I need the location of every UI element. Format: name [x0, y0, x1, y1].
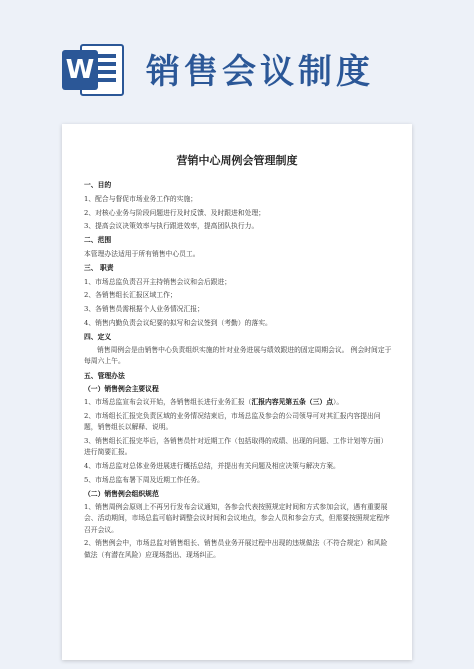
- banner: [0, 0, 474, 118]
- norms-item: 1、销售周例会原则上不再另行发布会议通知，各参会代表按照规定时间和方式参加会议，遇有重要展会、活动期间，市场总监可临时调整会议时间和会议地点，参会人员和参会方式，但需要按照规定程序召开会议。: [84, 502, 390, 534]
- purpose-item: 2、对核心业务与阶段问题进行及时反馈、及时跟进和处理；: [84, 208, 266, 217]
- subsection-heading-norms: （二）销售例会组织规范: [84, 489, 159, 498]
- agenda-item: 3、销售组长汇报完毕后，各销售员针对近期工作（包括取得的成绩、出现的问题、工作计划等方面）进行简要汇报。: [84, 436, 388, 457]
- agenda-item: 5、市场总监布署下周及近期工作任务。: [84, 476, 204, 485]
- purpose-item: 3、提高会议决策效率与执行跟进效率，提高团队执行力。: [84, 222, 259, 231]
- document-body: [84, 179, 392, 563]
- purpose-item: 1、配合与督促市场业务工作的实施；: [84, 194, 198, 203]
- word-document-icon: [62, 36, 128, 102]
- section-heading-purpose: 一、目的: [84, 181, 112, 189]
- document-title: 营销中心周例会管理制度: [176, 154, 298, 167]
- duties-item: 4、销售内勤负责会议纪要的拟写和会议签到（考勤）的落实。: [84, 318, 272, 327]
- section-heading-methods: 五、管理办法: [84, 371, 125, 380]
- definition-text: 销售周例会是由销售中心负责组织实施的针对业务进展与绩效跟进的固定周期会议。 例会时间定于每周六上午。: [84, 345, 392, 366]
- section-heading-definition: 四、定义: [84, 332, 112, 341]
- banner-title: 销售会议制度: [146, 52, 374, 92]
- section-heading-duties: 三、 职责: [84, 263, 114, 272]
- duties-item: 2、各销售组长汇报区域工作；: [84, 291, 177, 300]
- word-logo-letter: W: [62, 50, 98, 90]
- agenda-item: 1、市场总监宣布会议开始，各销售组长进行业务汇报（汇报内容见第五条（三）点）。: [84, 398, 344, 407]
- subsection-heading-agenda: （一）销售例会主要议程: [84, 385, 159, 394]
- agenda-item-reference: 汇报内容见第五条（三）点: [251, 398, 334, 407]
- document-page: [62, 124, 412, 660]
- agenda-item: 2、市场组长汇报完负责区域的业务情况结束后，市场总监及参会的公司领导可对其汇报内容提出问题，销售组长以解释、说明。: [84, 411, 381, 432]
- section-heading-scope: 二、范围: [84, 236, 112, 245]
- duties-item: 1、市场总监负责召开主持销售会议和会后跟进；: [84, 277, 232, 286]
- duties-item: 3、各销售员需根据个人业务情况汇报；: [84, 305, 204, 314]
- agenda-item: 4、市场总监对总体业务进展进行概括总结，并提出有关问题及相应决策与解决方案。: [84, 461, 340, 470]
- norms-item: 2、销售例会中，市场总监对销售组长、销售员业务开展过程中出现的违规做法（不符合规定）和风险做法（有潜在风险）应现场指出、现场纠正。: [84, 539, 388, 559]
- scope-text: 本管理办法适用于所有销售中心员工。: [84, 249, 200, 258]
